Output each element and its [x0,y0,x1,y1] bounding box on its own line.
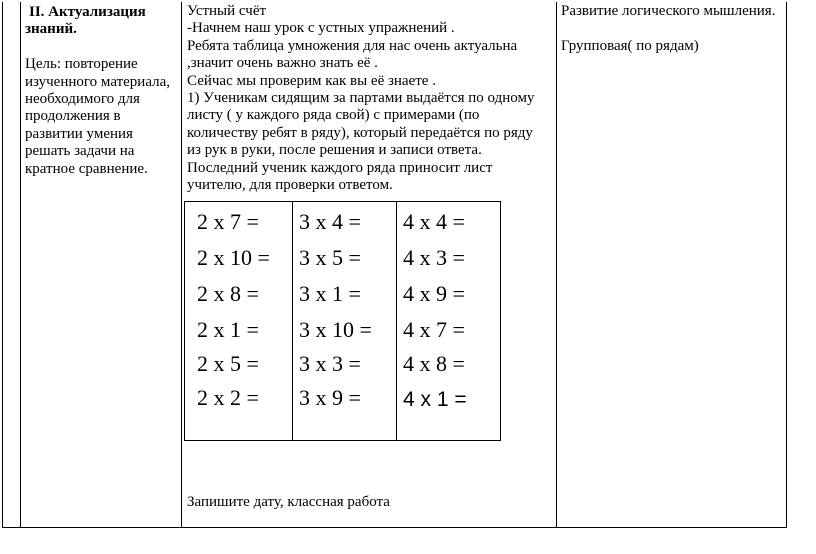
activity-line: -Начнем наш урок с устных упражнений . [187,20,455,37]
example-expression: 4 х 4 = [403,209,465,234]
example-expression: 3 х 4 = [299,209,361,234]
activity-line: Сейчас мы проверим как вы её знаете . [187,72,436,89]
example-expression: 3 х 10 = [299,317,372,342]
examples-table [184,201,501,441]
stage-goal-line: продолжения в [25,108,121,125]
example-expression: 2 х 10 = [197,245,270,270]
example-expression: 4 х 3 = [403,245,465,270]
stage-goal-line: изученного материала, [25,73,171,90]
activity-footer: Запишите дату, классная работа [187,494,390,510]
example-expression: 2 х 2 = [197,385,259,410]
example-expression: 4 х 7 = [403,317,465,342]
table-left-border [2,2,3,527]
column-divider-1 [181,2,182,527]
stage-goal-line: развитии умения [25,125,133,142]
stage-cell [25,4,177,178]
table-left-border-inner [20,2,21,527]
activity-line: количеству ребят в ряду), который передаётся по ряду [187,124,533,141]
activity-cell [187,3,551,194]
example-expression: 3 х 5 = [299,245,361,270]
example-expression: 4 х 1 = [403,388,467,411]
example-expression: 2 х 1 = [197,317,259,342]
activity-line: учителю, для проверки ответом. [187,177,393,194]
examples-column-2 [185,202,292,440]
activity-line: ,значит очень важно знать её . [187,55,378,72]
table-bottom-border [2,527,787,528]
activity-line: листу ( у каждого ряда свой) с примерами (по [187,107,480,124]
example-expression: 3 х 9 = [299,385,361,410]
examples-column-3 [292,202,397,440]
notes-cell [561,3,783,55]
stage-goal-line: необходимого для [25,91,140,108]
stage-goal-line: решать задачи на [25,143,135,160]
notes-line: Развитие логического мышления. [561,3,776,19]
example-expression: 4 х 9 = [403,281,465,306]
example-expression: 2 х 8 = [197,281,259,306]
notes-line: Групповая( по рядам) [561,37,699,54]
activity-line: 1) Ученикам сидящим за партами выдаётся по одному [187,90,535,107]
example-expression: 3 х 3 = [299,351,361,376]
column-divider-2 [556,2,557,527]
example-expression: 4 х 8 = [403,351,465,376]
example-expression: 3 х 1 = [299,281,361,306]
activity-line: Последний ученик каждого ряда приносит лист [187,159,493,176]
example-expression: 2 х 7 = [197,209,259,234]
table-right-border [786,2,787,527]
activity-line: Устный счёт [187,3,267,19]
examples-column-4 [396,202,501,440]
stage-goal-line: Цель: повторение [25,56,138,73]
stage-goal-line: кратное сравнение. [25,160,148,177]
stage-title: II. Актуализация знаний. [25,4,146,38]
example-expression: 2 х 5 = [197,351,259,376]
activity-line: из рук в руки, после решения и записи ответа. [187,142,482,159]
activity-line: Ребята таблица умножения для нас очень актуальна [187,37,518,54]
